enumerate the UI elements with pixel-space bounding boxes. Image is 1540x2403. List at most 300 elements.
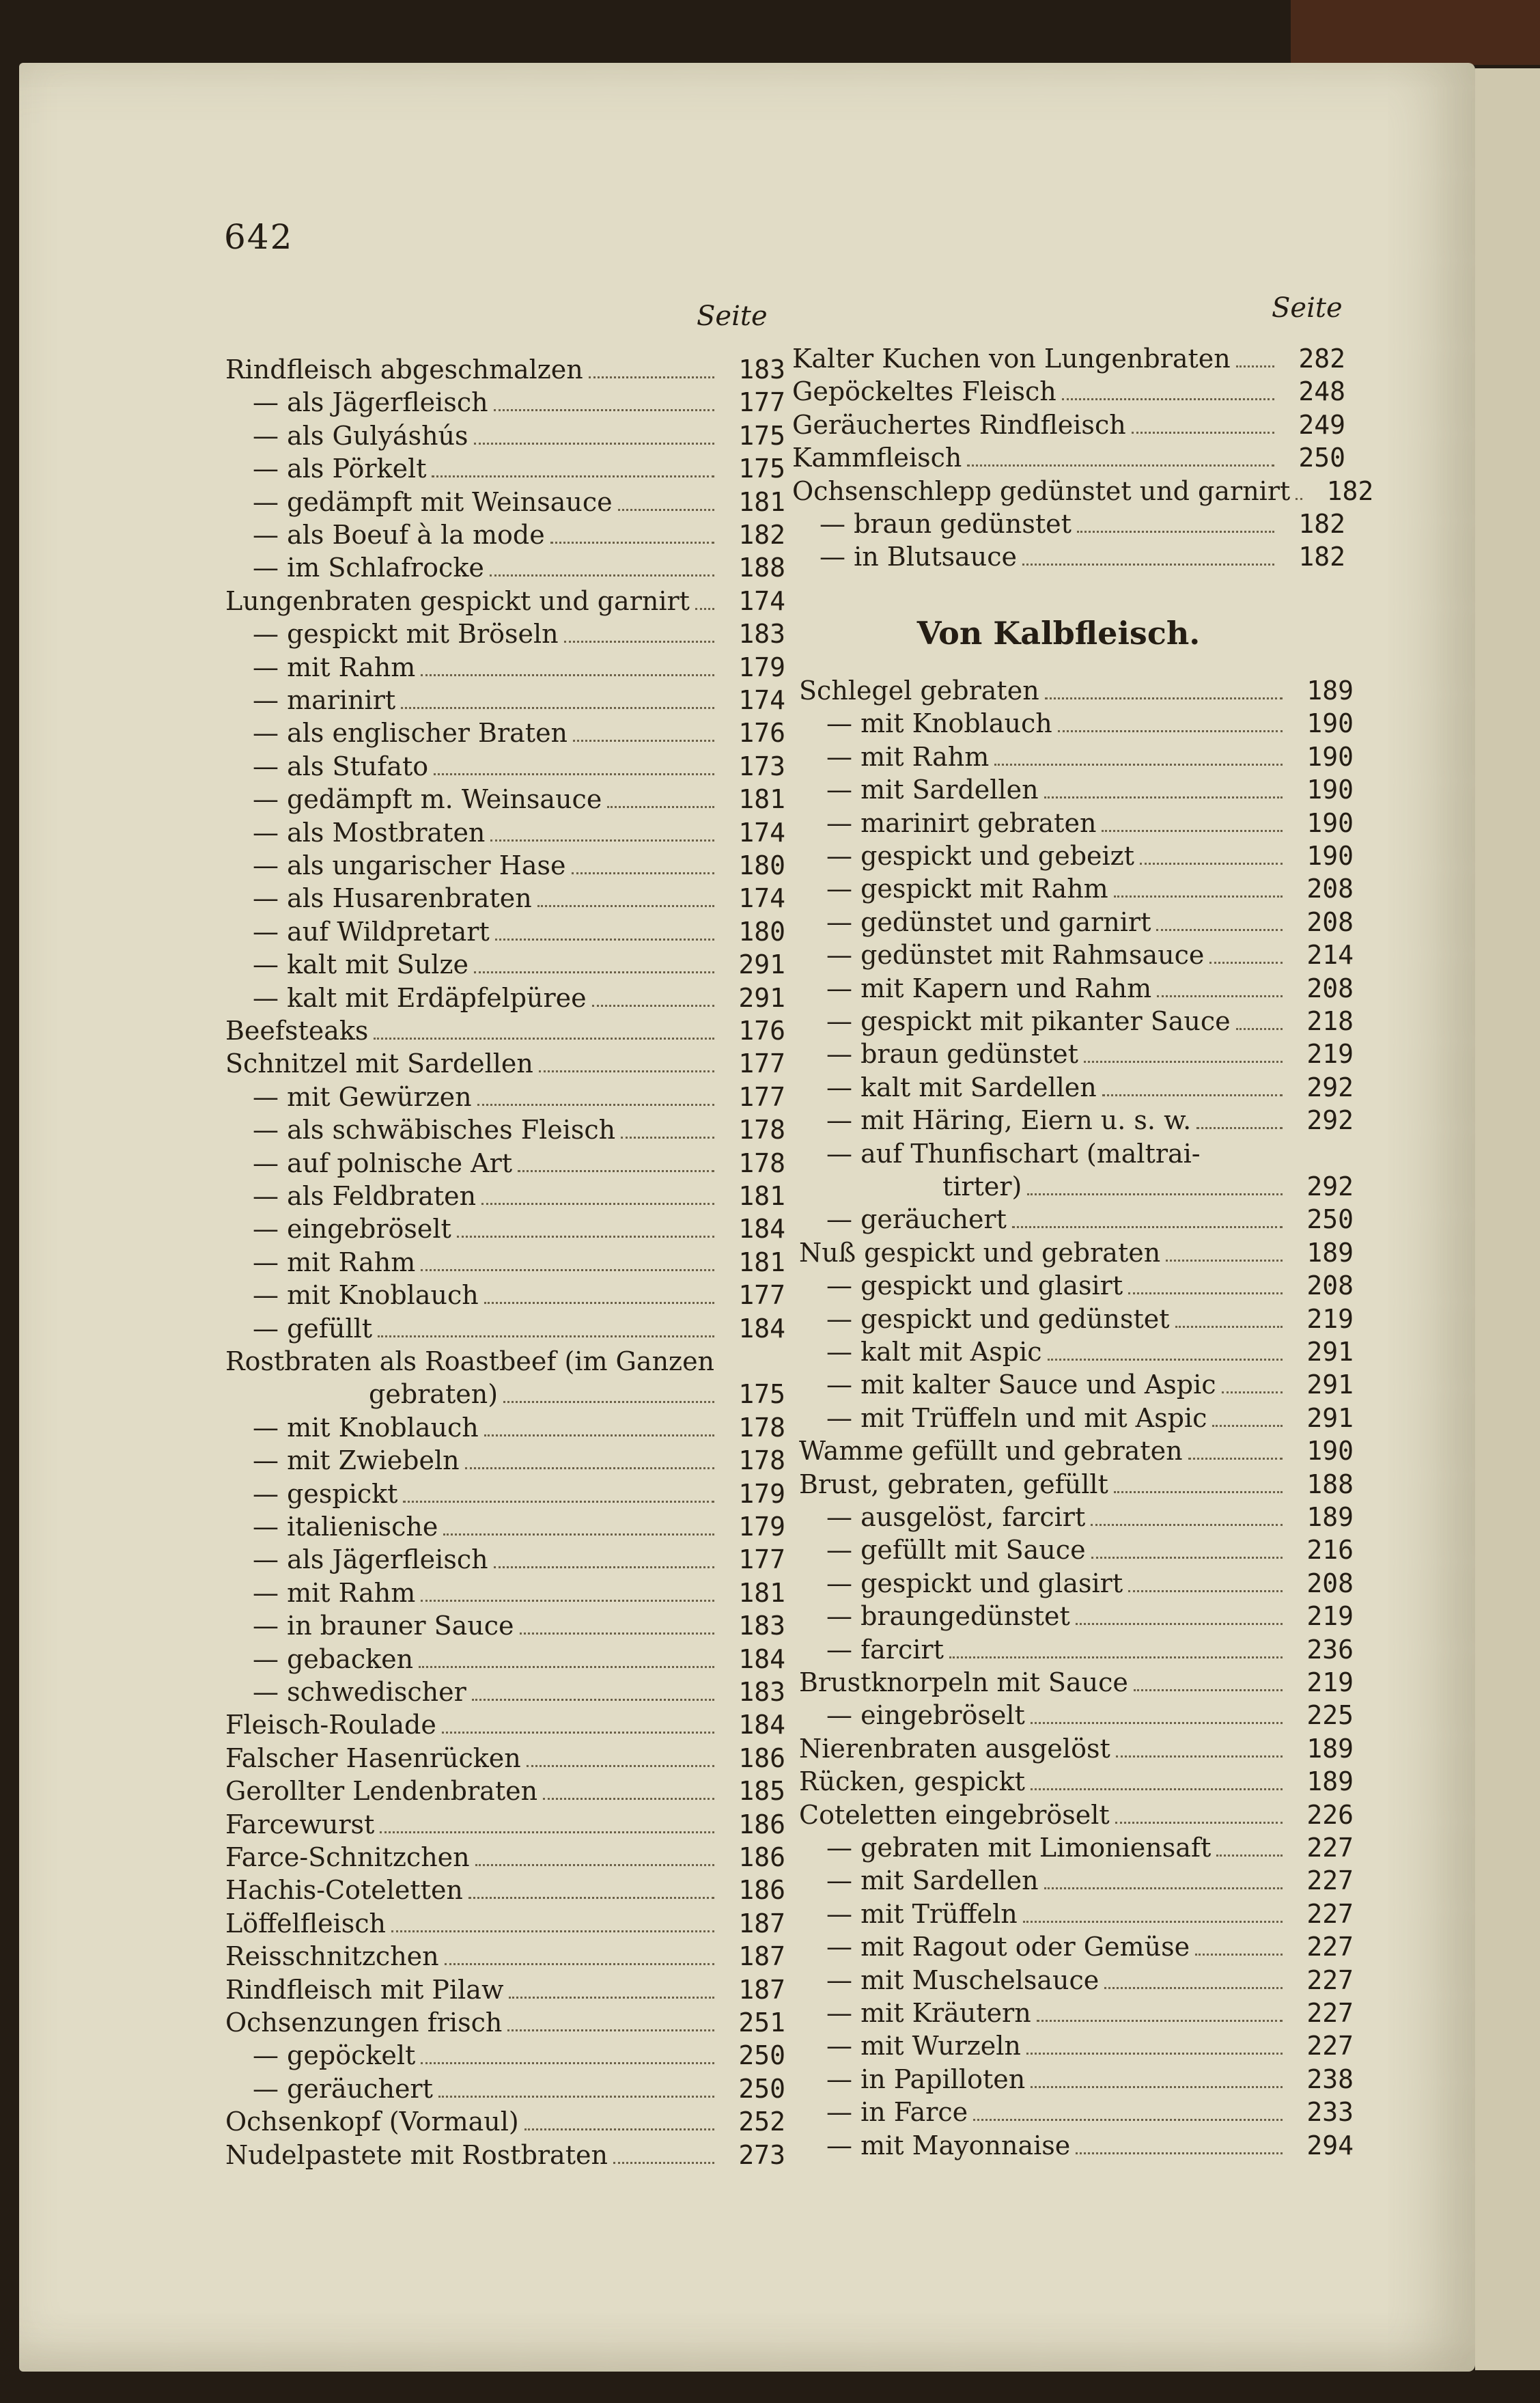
index-entry [253,1511,785,1542]
index-entry [826,741,1354,773]
dot-leader [465,1467,714,1469]
entry-page-number: 208 [1306,973,1354,1003]
index-entry [826,1005,1354,1037]
dot-leader [484,1434,714,1436]
index-entry [826,973,1354,1004]
entry-page-number: 251 [738,2008,785,2038]
index-entry [253,420,785,452]
dot-leader [1115,1822,1283,1824]
dot-leader [524,2128,714,2130]
entry-text: — mit Knoblauch [826,708,1052,739]
entry-text: Ochsenzungen frisch [225,2008,503,2038]
index-entry [826,807,1354,839]
entry-text: Rostbraten als Roastbeef (im Ganzen [225,1346,715,1376]
index-entry [826,1303,1354,1335]
entry-page-number: 186 [738,1742,785,1773]
index-entry [225,1742,785,1774]
entry-text: — ausgelöst, farcirt [826,1502,1086,1532]
dot-leader [592,1005,714,1007]
entry-text: — gedünstet mit Rahmsauce [826,940,1205,971]
index-entry [253,817,785,848]
dot-leader [442,1732,714,1734]
entry-text: — eingebröselt [253,1214,451,1245]
index-entry [826,1038,1354,1070]
index-entry [253,1180,785,1212]
index-entry [253,883,785,914]
index-entry [799,1733,1354,1764]
dot-leader [374,1038,714,1040]
index-entry [253,1676,785,1708]
entry-text: Nuß gespickt und gebraten [799,1237,1161,1268]
entry-page-number: 189 [1306,676,1354,706]
dot-leader [1048,1359,1283,1361]
entry-text: — als ungarischer Hase [253,850,566,880]
entry-page-number: 181 [738,486,785,517]
dot-leader [564,641,714,643]
entry-text: — gebacken [253,1643,414,1674]
entry-text: — gespickt und glasirt [826,1568,1123,1598]
entry-page-number: 187 [738,1974,785,2005]
dot-leader [421,674,714,676]
dot-leader [474,443,714,445]
entry-text: Reisschnitzchen [225,1941,439,1972]
dot-leader [490,839,714,842]
entry-page-number: 176 [738,718,785,749]
entry-text: — auf polnische Art [253,1148,513,1178]
entry-page-number: 184 [738,1313,785,1344]
entry-page-number: 249 [1298,409,1345,440]
dot-leader [994,764,1283,766]
entry-text: — mit Wurzeln [826,2031,1021,2061]
dot-leader [1012,1226,1283,1228]
index-entry [225,585,785,617]
index-entry [826,2064,1354,2095]
index-entry [253,850,785,881]
entry-text: Rindfleisch mit Pilaw [225,1974,504,2005]
entry-text: — als Jägerfleisch [253,1544,488,1575]
entry-text: — mit Sardellen [826,775,1039,805]
index-entry [253,684,785,716]
entry-text: — gebraten mit Limoniensaft [826,1833,1212,1863]
index-entry [253,1478,785,1510]
entry-page-number: 227 [1306,1998,1354,2028]
entry-text: — als Jägerfleisch [253,387,488,418]
entry-page-number: 292 [1306,1171,1354,1202]
index-entry [253,618,785,650]
dot-leader [1188,1458,1283,1460]
index-entry [253,652,785,683]
entry-page-number: 236 [1306,1634,1354,1665]
dot-leader [1236,1028,1283,1030]
dot-leader [1128,1292,1283,1294]
entry-text: — mit Kapern und Rahm [826,973,1152,1003]
entry-page-number: 219 [1306,1039,1354,1070]
dot-leader [621,1137,714,1139]
index-entry [942,1171,1354,1202]
entry-page-number: 174 [738,685,785,715]
entry-page-number: 179 [738,1478,785,1509]
entry-text: Brust, gebraten, gefüllt [799,1469,1108,1499]
entry-text: — eingebröselt [826,1700,1025,1731]
entry-page-number: 184 [738,1643,785,1674]
entry-text: — mit Knoblauch [253,1412,479,1443]
dot-leader [1156,929,1283,931]
entry-text: — gespickt mit Bröseln [253,619,559,650]
index-entry [225,1809,785,1840]
entry-page-number: 177 [738,1048,785,1079]
dot-leader [1114,895,1283,898]
entry-text: gebraten) [369,1379,499,1410]
entry-page-number: 250 [1298,443,1345,473]
index-entry [826,1105,1354,1136]
entry-page-number: 186 [738,1842,785,1872]
index-entry [826,939,1354,971]
dot-leader [589,376,714,378]
entry-page-number: 186 [738,1875,785,1906]
entry-text: — als Feldbraten [253,1181,477,1211]
entry-page-number: 227 [1306,1932,1354,1962]
entry-page-number: 214 [1306,940,1354,971]
dot-leader [507,2029,714,2031]
dot-leader [1044,1887,1283,1889]
dot-leader [434,773,714,775]
page-stack-edge [1475,68,1540,2370]
entry-page-number: 181 [738,784,785,815]
dot-leader [1027,1193,1283,1195]
entry-text: — als Stufato [253,751,429,781]
index-entry [253,949,785,980]
entry-page-number: 174 [738,585,785,616]
entry-page-number: 233 [1306,2097,1354,2128]
entry-text: — marinirt gebraten [826,807,1097,838]
index-entry [253,1577,785,1609]
entry-page-number: 208 [1306,1270,1354,1301]
entry-page-number: 188 [738,553,785,583]
entry-page-number: 227 [1306,1964,1354,1995]
index-entry [253,916,785,947]
dot-leader [1058,730,1283,732]
entry-page-number: 180 [738,850,785,880]
entry-page-number: 178 [738,1115,785,1145]
entry-text: Kammfleisch [792,443,962,473]
entry-text: — farcirt [826,1634,944,1665]
dot-leader [1114,1491,1283,1493]
entry-page-number: 292 [1306,1072,1354,1102]
dot-leader [378,1335,714,1337]
entry-page-number: 208 [1306,906,1354,937]
dot-leader [1031,1788,1283,1790]
index-entry [253,1081,785,1113]
index-entry [253,751,785,782]
entry-text: — mit Rahm [826,741,990,772]
entry-page-number: 250 [738,2040,785,2071]
entry-page-number: 227 [1306,1898,1354,1929]
dot-leader [1296,498,1302,500]
dot-leader [1102,1094,1283,1096]
entry-text: Nierenbraten ausgelöst [799,1733,1110,1764]
dot-leader [949,1656,1283,1658]
dot-leader [495,939,714,941]
index-entry [792,409,1345,441]
entry-text: — mit Gewürzen [253,1081,472,1112]
dot-leader [572,872,715,874]
entry-page-number: 227 [1306,1865,1354,1896]
entry-page-number: 180 [738,916,785,947]
entry-page-number: 182 [1298,542,1345,572]
entry-page-number: 174 [738,883,785,914]
index-entry [826,1270,1354,1301]
index-entry [253,982,785,1014]
dot-leader [518,1170,714,1172]
entry-text: — gespickt und glasirt [826,1270,1123,1301]
entry-page-number: 182 [1298,509,1345,539]
index-entry [826,1336,1354,1367]
book-cover-edge [1291,0,1540,65]
entry-text: — kalt mit Aspic [826,1337,1042,1367]
entry-text: Farce-Schnitzchen [225,1842,470,1872]
dot-leader [973,2119,1283,2121]
entry-text: — gespickt mit pikanter Sauce [826,1006,1231,1036]
entry-text: — mit Kräutern [826,1998,1031,2028]
entry-page-number: 282 [1298,344,1345,374]
dot-leader [1128,1590,1283,1592]
index-entry [225,1941,785,1972]
entry-page-number: 218 [1306,1006,1354,1036]
dot-leader [477,1104,714,1106]
index-entry [225,1048,785,1079]
dot-leader [543,1798,714,1800]
entry-text: Gepöckeltes Fleisch [792,376,1056,407]
entry-page-number: 183 [738,1611,785,1641]
index-entry [253,1114,785,1145]
index-entry [253,519,785,551]
entry-page-number: 175 [738,1379,785,1410]
entry-page-number: 188 [1306,1469,1354,1499]
index-entry [225,1974,785,2005]
index-entry [225,2139,785,2171]
entry-text: — gefüllt [253,1313,373,1344]
index-entry [253,783,785,815]
dot-leader [1062,398,1274,400]
entry-text: — gespickt und gebeizt [826,841,1134,871]
entry-page-number: 181 [738,1577,785,1608]
entry-page-number: 182 [738,520,785,550]
dot-leader [613,2162,714,2164]
index-entry [826,1501,1354,1533]
entry-text: — geräuchert [826,1204,1007,1235]
index-entry [225,1775,785,1807]
entry-page-number: 291 [1306,1402,1354,1433]
entry-page-number: 181 [738,1247,785,1277]
dot-leader [520,1633,714,1635]
entry-text: — kalt mit Sardellen [826,1072,1097,1102]
index-entry [826,1204,1354,1235]
entry-text: — italienische [253,1512,438,1542]
entry-page-number: 175 [738,420,785,451]
entry-page-number: 291 [738,982,785,1013]
entry-text: — mit Knoblauch [253,1280,479,1311]
entry-page-number: 291 [738,949,785,980]
entry-text: Ochsenschlepp gedünstet und garnirt [792,475,1291,506]
index-entry [820,508,1345,540]
index-entry [253,1213,785,1245]
entry-text: — auf Wildpretart [253,916,490,947]
index-entry [225,354,785,385]
entry-text: — mit Rahm [253,1577,416,1608]
entry-page-number: 187 [738,1908,785,1939]
dot-leader [457,1236,714,1238]
entry-page-number: 190 [1306,841,1354,871]
dot-leader [1076,2152,1283,2154]
dot-leader [1091,1557,1283,1559]
entry-text: — kalt mit Erdäpfelpüree [253,982,587,1013]
entry-text: — mit kalter Sauce und Aspic [826,1370,1216,1400]
entry-text: — auf Thunfischart (maltrai- [826,1138,1201,1169]
dot-leader [1022,564,1274,566]
dot-leader [527,1765,714,1767]
index-entry [826,1634,1354,1665]
entry-text: — als Husarenbraten [253,883,532,914]
index-entry [253,1279,785,1311]
entry-text: Gerollter Lendenbraten [225,1776,538,1807]
dot-leader [1236,365,1274,367]
index-entry [253,387,785,418]
index-entry [253,1247,785,1278]
index-entry [225,1709,785,1740]
dot-leader [1091,1524,1283,1526]
entry-text: — gespickt [253,1478,398,1509]
dot-leader [1222,1391,1283,1393]
entry-page-number: 294 [1306,2130,1354,2161]
index-entry [253,453,785,484]
index-entry [225,2106,785,2137]
index-entry [253,1412,785,1443]
index-entry [826,1931,1354,1962]
index-entry [826,1138,1354,1169]
entry-text: — gespickt mit Rahm [826,874,1108,904]
entry-page-number: 227 [1306,2031,1354,2061]
entry-page-number: 174 [738,817,785,848]
index-entry [792,376,1345,407]
dot-leader [421,1269,714,1271]
index-entry [826,2030,1354,2061]
entry-text: — geräuchert [253,2073,433,2104]
entry-page-number: 292 [1306,1105,1354,1136]
dot-leader [421,2062,714,2064]
entry-page-number: 190 [1306,775,1354,805]
entry-text: — kalt mit Sulze [253,949,468,980]
entry-page-number: 189 [1306,1502,1354,1532]
index-entry [826,1832,1354,1863]
index-entry [253,1610,785,1641]
entry-text: — mit Trüffeln und mit Aspic [826,1402,1207,1433]
entry-text: — marinirt [253,685,396,715]
entry-text: Schlegel gebraten [799,676,1039,706]
entry-page-number: 175 [738,454,785,484]
dot-leader [490,574,714,577]
entry-page-number: 189 [1306,1766,1354,1797]
entry-page-number: 184 [738,1710,785,1740]
dot-leader [419,1666,714,1668]
index-entry [792,475,1374,507]
dot-leader [421,1600,714,1602]
entry-page-number: 177 [738,1081,785,1112]
dot-leader [1031,1722,1283,1724]
dot-leader [509,1997,714,1999]
entry-page-number: 187 [738,1941,785,1972]
entry-text: — als Mostbraten [253,817,486,848]
index-entry [799,1237,1354,1268]
dot-leader [1045,697,1283,699]
index-entry [820,541,1345,572]
dot-leader [401,707,714,709]
index-entry [253,1313,785,1344]
dot-leader [550,542,714,544]
entry-text: Coteletten eingebröselt [799,1799,1110,1830]
entry-page-number: 190 [1306,807,1354,838]
index-entry [799,1667,1354,1698]
index-entry [826,906,1354,938]
dot-leader [695,608,714,610]
entry-text: — in Papilloten [826,2064,1026,2094]
entry-page-number: 225 [1306,1700,1354,1731]
entry-page-number: 273 [738,2139,785,2170]
index-entry [253,1148,785,1179]
entry-text: — mit Ragout oder Gemüse [826,1932,1190,1962]
entry-text: Falscher Hasenrücken [225,1742,521,1773]
dot-leader [484,1302,714,1304]
entry-text: Brustknorpeln mit Sauce [799,1667,1128,1697]
entry-text: — mit Rahm [253,652,416,682]
entry-page-number: 178 [738,1412,785,1443]
entry-page-number: 252 [738,2107,785,2137]
index-entry [369,1378,785,1410]
index-entry [225,1908,785,1939]
dot-leader [468,1897,714,1899]
entry-page-number: 178 [738,1148,785,1178]
entry-page-number: 226 [1306,1799,1354,1830]
dot-leader [1037,2020,1283,2022]
entry-text: — im Schlafrocke [253,553,484,583]
dot-leader [494,1566,714,1568]
index-entry [253,717,785,749]
entry-page-number: 291 [1306,1370,1354,1400]
dot-leader [539,1070,714,1072]
dot-leader [1104,1987,1283,1989]
entry-page-number: 189 [1306,1733,1354,1764]
dot-leader [445,1963,714,1965]
dot-leader [1212,1425,1283,1427]
dot-leader [1209,962,1283,964]
entry-text: — als englischer Braten [253,718,568,749]
dot-leader [573,740,714,742]
dot-leader [1216,1855,1283,1857]
entry-page-number: 190 [1306,1436,1354,1467]
dot-leader [967,464,1274,467]
entry-text: — gedämpft m. Weinsauce [253,784,602,815]
entry-page-number: 190 [1306,741,1354,772]
entry-text: — als Gulyáshús [253,420,468,451]
entry-page-number: 291 [1306,1337,1354,1367]
entry-page-number: 216 [1306,1535,1354,1566]
dot-leader [1084,1061,1283,1063]
entry-page-number: 184 [738,1214,785,1245]
index-entry [826,1699,1354,1731]
entry-text: — mit Muschelsauce [826,1964,1100,1995]
index-entry [826,1072,1354,1103]
entry-page-number: 185 [738,1776,785,1807]
index-entry [253,486,785,518]
